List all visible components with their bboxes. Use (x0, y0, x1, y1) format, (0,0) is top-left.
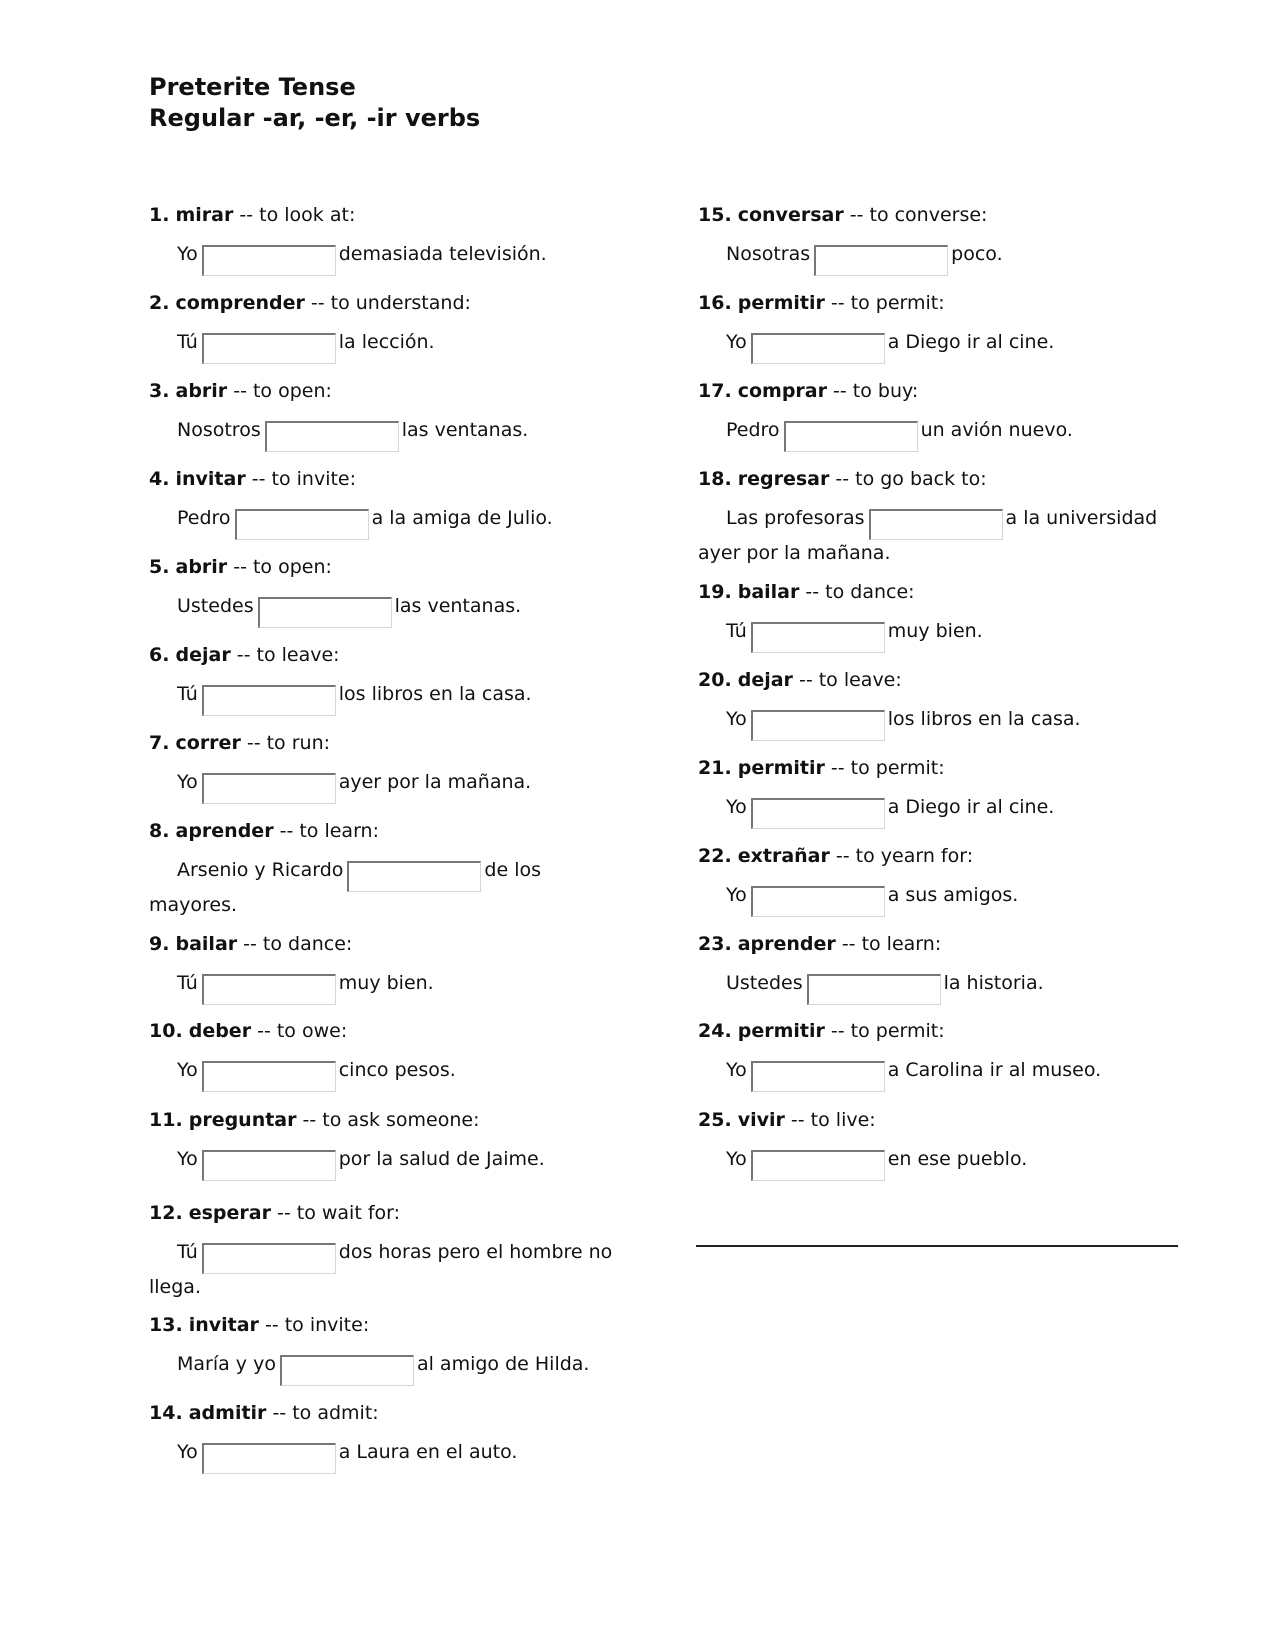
exercise-subject: Nosotros (177, 419, 261, 441)
exercise-verb: esperar (188, 1202, 271, 1224)
exercise-meaning: -- to permit: (824, 757, 945, 779)
exercise-verb: permitir (737, 757, 825, 779)
exercise-verb: preguntar (188, 1109, 297, 1131)
exercise-subject: Tú (726, 620, 747, 642)
exercise-verb: abrir (175, 380, 228, 402)
exercise-sentence (149, 1057, 629, 1092)
exercise-sentence-end: demasiada televisión. (338, 243, 547, 265)
exercise-prompt (149, 466, 629, 492)
exercise-verb: vivir (737, 1109, 785, 1131)
exercise-sentence (149, 970, 629, 1005)
exercise-13 (149, 1312, 629, 1386)
exercise-subject: Yo (726, 1059, 747, 1081)
exercise-14 (149, 1400, 629, 1474)
exercise-sentence (698, 882, 1178, 917)
exercise-number: 15. (698, 204, 732, 226)
exercise-subject: Yo (726, 1148, 747, 1170)
exercise-subject: Yo (726, 884, 747, 906)
exercise-number: 18. (698, 468, 732, 490)
exercise-number: 10. (149, 1020, 183, 1042)
exercise-subject: Tú (177, 683, 198, 705)
exercise-18 (698, 466, 1178, 566)
answer-input-6[interactable] (202, 685, 336, 716)
exercise-prompt (698, 843, 1178, 869)
exercise-verb: admitir (188, 1402, 267, 1424)
exercise-meaning: -- to learn: (835, 933, 942, 955)
exercise-number: 3. (149, 380, 170, 402)
exercise-sentence-end: a Carolina ir al museo. (887, 1059, 1102, 1081)
exercise-number: 9. (149, 933, 170, 955)
answer-input-15[interactable] (814, 245, 948, 276)
exercise-subject: Arsenio y Ricardo (177, 859, 344, 881)
exercise-sentence (149, 593, 629, 628)
answer-input-20[interactable] (751, 710, 885, 741)
exercise-9 (149, 931, 629, 1005)
exercise-number: 5. (149, 556, 170, 578)
exercise-number: 25. (698, 1109, 732, 1131)
exercise-verb: comprender (175, 292, 305, 314)
exercise-sentence (698, 706, 1178, 741)
exercise-17 (698, 378, 1178, 452)
exercise-sentence (149, 1146, 629, 1181)
exercise-meaning: -- to invite: (245, 468, 357, 490)
exercise-prompt (698, 1018, 1178, 1044)
exercise-verb: permitir (737, 1020, 825, 1042)
exercise-number: 11. (149, 1109, 183, 1131)
answer-input-24[interactable] (751, 1061, 885, 1092)
exercise-sentence (698, 1057, 1178, 1092)
exercise-meaning: -- to owe: (251, 1020, 348, 1042)
exercise-sentence (698, 241, 1178, 276)
exercise-sentence (698, 970, 1178, 1005)
exercise-25 (698, 1107, 1178, 1181)
exercise-sentence (149, 857, 629, 918)
exercise-prompt (149, 1312, 629, 1338)
answer-input-11[interactable] (202, 1150, 336, 1181)
exercise-sentence-end: muy bien. (338, 972, 434, 994)
exercise-12 (149, 1200, 629, 1300)
answer-input-10[interactable] (202, 1061, 336, 1092)
exercise-5 (149, 554, 629, 628)
exercise-subject: Nosotras (726, 243, 811, 265)
exercise-prompt (698, 378, 1178, 404)
exercise-number: 17. (698, 380, 732, 402)
exercise-sentence-end: a la universidad ayer por la mañana. (698, 507, 1158, 564)
exercise-sentence (149, 1351, 629, 1386)
answer-input-9[interactable] (202, 974, 336, 1005)
exercise-subject: Pedro (177, 507, 231, 529)
exercise-prompt (698, 202, 1178, 228)
exercise-verb: correr (175, 732, 241, 754)
exercise-number: 20. (698, 669, 732, 691)
exercise-prompt (149, 1107, 629, 1133)
exercise-2 (149, 290, 629, 364)
exercise-sentence-end: por la salud de Jaime. (338, 1148, 545, 1170)
exercise-4 (149, 466, 629, 540)
exercise-prompt (698, 290, 1178, 316)
exercise-sentence (149, 505, 629, 540)
exercise-meaning: -- to yearn for: (829, 845, 974, 867)
exercise-3 (149, 378, 629, 452)
exercise-verb: bailar (737, 581, 800, 603)
exercise-sentence (698, 1146, 1178, 1181)
exercise-sentence-end: los libros en la casa. (887, 708, 1081, 730)
exercise-subject: Ustedes (177, 595, 254, 617)
exercise-22 (698, 843, 1178, 917)
exercise-19 (698, 579, 1178, 653)
exercise-verb: permitir (737, 292, 825, 314)
exercise-meaning: -- to run: (240, 732, 331, 754)
exercise-1 (149, 202, 629, 276)
exercise-sentence (698, 417, 1178, 452)
exercise-subject: Yo (177, 1059, 198, 1081)
exercise-prompt (149, 642, 629, 668)
exercise-sentence-end: a Diego ir al cine. (887, 796, 1055, 818)
exercise-prompt (698, 1107, 1178, 1133)
exercise-sentence-end: a Laura en el auto. (338, 1441, 518, 1463)
exercise-10 (149, 1018, 629, 1092)
exercise-sentence-end: los libros en la casa. (338, 683, 532, 705)
exercise-meaning: -- to understand: (304, 292, 471, 314)
exercise-meaning: -- to permit: (824, 292, 945, 314)
exercise-number: 8. (149, 820, 170, 842)
exercise-sentence-end: en ese pueblo. (887, 1148, 1028, 1170)
exercise-number: 7. (149, 732, 170, 754)
exercise-meaning: -- to invite: (258, 1314, 370, 1336)
exercise-number: 13. (149, 1314, 183, 1336)
exercise-subject: Tú (177, 1241, 198, 1263)
exercise-subject: Yo (726, 708, 747, 730)
exercise-7 (149, 730, 629, 804)
exercise-subject: Ustedes (726, 972, 803, 994)
exercise-meaning: -- to leave: (792, 669, 902, 691)
exercise-sentence (149, 417, 629, 452)
exercise-subject: Yo (726, 796, 747, 818)
answer-input-14[interactable] (202, 1443, 336, 1474)
exercise-6 (149, 642, 629, 716)
exercise-subject: Las profesoras (726, 507, 865, 529)
exercise-number: 23. (698, 933, 732, 955)
exercise-subject: Tú (177, 972, 198, 994)
exercise-sentence-end: dos horas pero el hombre no llega. (149, 1241, 613, 1298)
exercise-prompt (149, 378, 629, 404)
exercise-20 (698, 667, 1178, 741)
answer-input-19[interactable] (751, 622, 885, 653)
exercise-sentence (149, 329, 629, 364)
page-title (149, 72, 480, 134)
exercise-verb: invitar (188, 1314, 259, 1336)
exercise-prompt (149, 1018, 629, 1044)
exercise-21 (698, 755, 1178, 829)
exercise-sentence-end: a Diego ir al cine. (887, 331, 1055, 353)
page-title-line-1: Preterite Tense (149, 73, 356, 101)
exercise-subject: Yo (177, 771, 198, 793)
exercise-sentence-end: muy bien. (887, 620, 983, 642)
exercise-meaning: -- to buy: (827, 380, 919, 402)
exercise-sentence-end: de los mayores. (149, 859, 541, 916)
exercise-sentence (149, 769, 629, 804)
exercise-sentence (698, 794, 1178, 829)
exercise-number: 12. (149, 1202, 183, 1224)
exercise-meaning: -- to look at: (233, 204, 356, 226)
exercise-meaning: -- to converse: (843, 204, 988, 226)
exercise-verb: abrir (175, 556, 228, 578)
answer-input-7[interactable] (202, 773, 336, 804)
answer-input-17[interactable] (784, 421, 918, 452)
exercise-verb: extrañar (737, 845, 830, 867)
answer-input-1[interactable] (202, 245, 336, 276)
exercise-sentence-end: las ventanas. (394, 595, 522, 617)
exercise-number: 1. (149, 204, 170, 226)
exercise-verb: aprender (175, 820, 274, 842)
exercise-subject: Yo (177, 1441, 198, 1463)
exercise-sentence (698, 618, 1178, 653)
exercise-meaning: -- to dance: (799, 581, 915, 603)
exercise-23 (698, 931, 1178, 1005)
exercise-meaning: -- to open: (227, 556, 332, 578)
exercise-sentence-end: un avión nuevo. (920, 419, 1073, 441)
exercise-number: 2. (149, 292, 170, 314)
exercise-meaning: -- to wait for: (270, 1202, 401, 1224)
end-divider (696, 1245, 1178, 1247)
answer-input-2[interactable] (202, 333, 336, 364)
exercise-verb: regresar (737, 468, 830, 490)
exercise-meaning: -- to permit: (824, 1020, 945, 1042)
exercise-meaning: -- to dance: (237, 933, 353, 955)
answer-input-13[interactable] (280, 1355, 414, 1386)
exercise-sentence (149, 1239, 629, 1300)
exercise-sentence (149, 1439, 629, 1474)
exercise-24 (698, 1018, 1178, 1092)
answer-input-21[interactable] (751, 798, 885, 829)
exercise-prompt (149, 818, 629, 844)
exercise-sentence-end: ayer por la mañana. (338, 771, 532, 793)
exercise-meaning: -- to go back to: (829, 468, 987, 490)
exercise-sentence (149, 241, 629, 276)
exercise-meaning: -- to open: (227, 380, 332, 402)
exercise-prompt (698, 755, 1178, 781)
exercise-number: 19. (698, 581, 732, 603)
exercise-prompt (149, 1200, 629, 1226)
exercise-sentence-end: a sus amigos. (887, 884, 1019, 906)
exercise-number: 4. (149, 468, 170, 490)
answer-input-23[interactable] (807, 974, 941, 1005)
answer-input-16[interactable] (751, 333, 885, 364)
exercise-sentence (698, 505, 1178, 566)
exercise-prompt (149, 1400, 629, 1426)
exercise-meaning: -- to admit: (266, 1402, 379, 1424)
page-title-line-2: Regular -ar, -er, -ir verbs (149, 104, 481, 132)
exercise-subject: Yo (726, 331, 747, 353)
exercise-verb: deber (188, 1020, 252, 1042)
exercise-number: 16. (698, 292, 732, 314)
exercise-sentence-end: la lección. (338, 331, 435, 353)
exercise-verb: dejar (737, 669, 793, 691)
answer-input-5[interactable] (258, 597, 392, 628)
answer-input-4[interactable] (235, 509, 369, 540)
exercise-subject: Pedro (726, 419, 780, 441)
exercise-prompt (149, 202, 629, 228)
exercise-number: 24. (698, 1020, 732, 1042)
exercise-sentence (698, 329, 1178, 364)
exercise-meaning: -- to ask someone: (296, 1109, 480, 1131)
exercise-subject: Yo (177, 243, 198, 265)
exercise-meaning: -- to learn: (273, 820, 379, 842)
exercise-subject: Tú (177, 331, 198, 353)
exercise-sentence-end: las ventanas. (401, 419, 529, 441)
answer-input-12[interactable] (202, 1243, 336, 1274)
exercise-sentence-end: poco. (951, 243, 1003, 265)
exercise-number: 6. (149, 644, 170, 666)
exercise-verb: comprar (737, 380, 827, 402)
exercise-11 (149, 1107, 629, 1181)
exercise-prompt (149, 931, 629, 957)
exercise-verb: bailar (175, 933, 238, 955)
exercise-prompt (149, 290, 629, 316)
exercise-subject: Yo (177, 1148, 198, 1170)
exercise-prompt (698, 667, 1178, 693)
exercise-verb: dejar (175, 644, 231, 666)
exercise-prompt (698, 579, 1178, 605)
exercise-verb: conversar (737, 204, 844, 226)
exercise-8 (149, 818, 629, 918)
exercise-number: 21. (698, 757, 732, 779)
exercise-meaning: -- to leave: (230, 644, 340, 666)
answer-input-18[interactable] (869, 509, 1003, 540)
exercise-prompt (149, 554, 629, 580)
exercise-meaning: -- to live: (784, 1109, 876, 1131)
exercise-sentence-end: a la amiga de Julio. (371, 507, 553, 529)
exercise-verb: mirar (175, 204, 234, 226)
exercise-verb: aprender (737, 933, 836, 955)
exercise-sentence (149, 681, 629, 716)
exercise-15 (698, 202, 1178, 276)
exercise-number: 14. (149, 1402, 183, 1424)
exercise-verb: invitar (175, 468, 246, 490)
answer-input-8[interactable] (347, 861, 481, 892)
answer-input-3[interactable] (265, 421, 399, 452)
exercise-number: 22. (698, 845, 732, 867)
exercise-subject: María y yo (177, 1353, 276, 1375)
exercise-prompt (698, 931, 1178, 957)
exercise-prompt (149, 730, 629, 756)
answer-input-22[interactable] (751, 886, 885, 917)
exercise-sentence-end: cinco pesos. (338, 1059, 456, 1081)
exercise-prompt (698, 466, 1178, 492)
exercise-sentence-end: la historia. (943, 972, 1044, 994)
answer-input-25[interactable] (751, 1150, 885, 1181)
exercise-16 (698, 290, 1178, 364)
exercise-sentence-end: al amigo de Hilda. (416, 1353, 590, 1375)
